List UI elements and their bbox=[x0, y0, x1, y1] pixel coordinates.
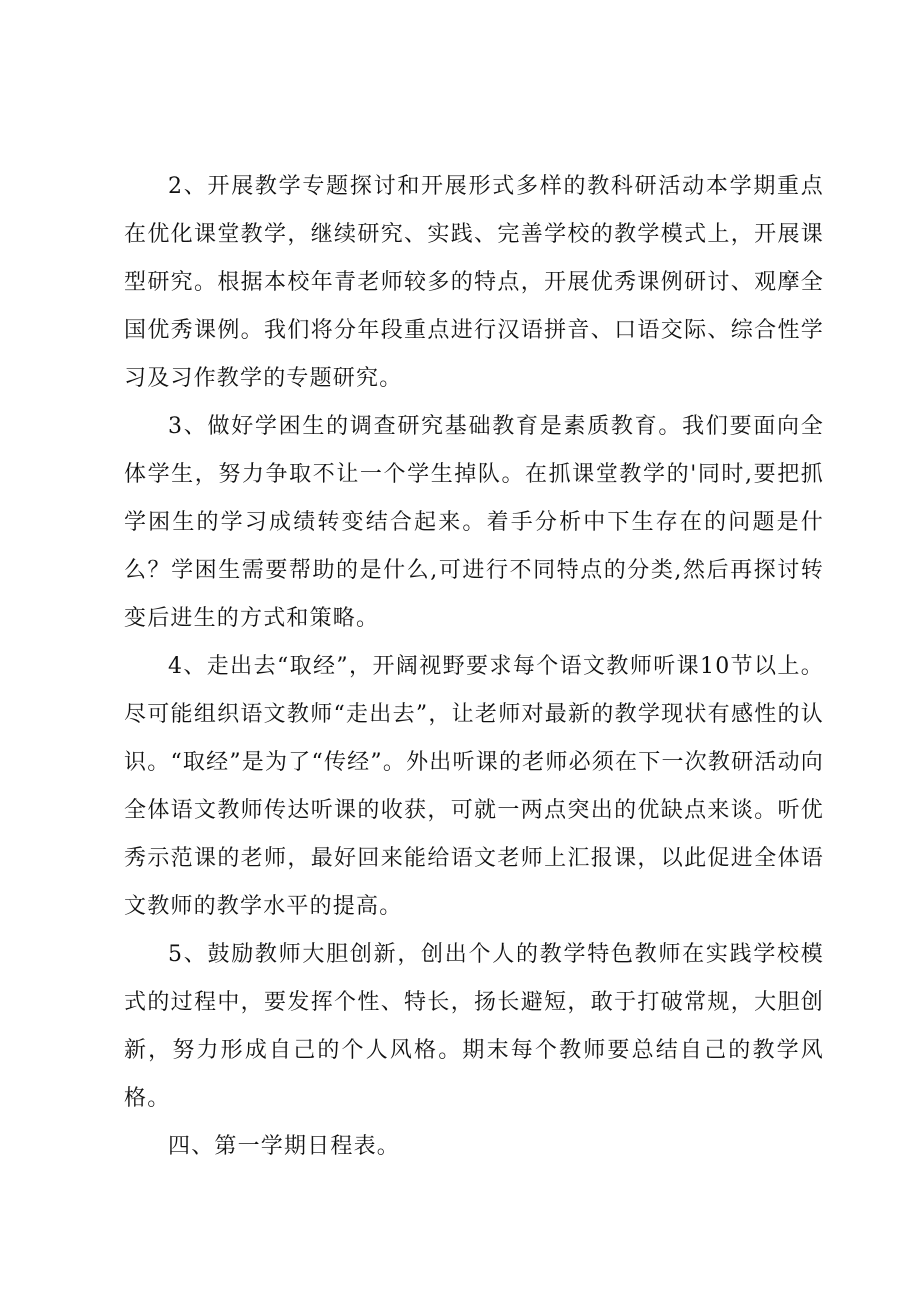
document-body bbox=[124, 163, 824, 1171]
section-heading-schedule: 四、第一学期日程表。 bbox=[168, 1134, 401, 1159]
paragraph-3-struggling-students: 3、做好学困生的调查研究基础教育是素质教育。我们要面向全体学生，努力争取不让一个学生掉队。在抓课堂教学的'同时,要把抓学困生的学习成绩转变结合起来。着手分析中下生存在的问题是什么？学困生需要帮助的是什么,可进行不同特点的分类,然后再探讨转变后进生的方式和策略。 bbox=[124, 414, 824, 631]
paragraph-2-teaching-research: 2、开展教学专题探讨和开展形式多样的教科研活动本学期重点在优化课堂教学，继续研究、实践、完善学校的教学模式上，开展课型研究。根据本校年青老师较多的特点，开展优秀课例研讨、观摩全国优秀课例。我们将分年段重点进行汉语拼音、口语交际、综合性学习及习作教学的专题研究。 bbox=[124, 174, 824, 391]
paragraph-5-encourage-innovation: 5、鼓励教师大胆创新，创出个人的教学特色教师在实践学校模式的过程中，要发挥个性、特长，扬长避短，敢于打破常规，大胆创新，努力形成自己的个人风格。期末每个教师要总结自己的教学风格。 bbox=[124, 942, 824, 1111]
paragraph-4-observe-lessons: 4、走出去“取经”，开阔视野要求每个语文教师听课10节以上。尽可能组织语文教师“走出去”，让老师对最新的教学现状有感性的认识。“取经”是为了“传经”。外出听课的老师必须在下一次教研活动向全体语文教师传达听课的收获，可就一两点突出的优缺点来谈。听优秀示范课的老师，最好回来能给语文老师上汇报课，以此促进全体语文教师的教学水平的提高。 bbox=[124, 654, 824, 919]
